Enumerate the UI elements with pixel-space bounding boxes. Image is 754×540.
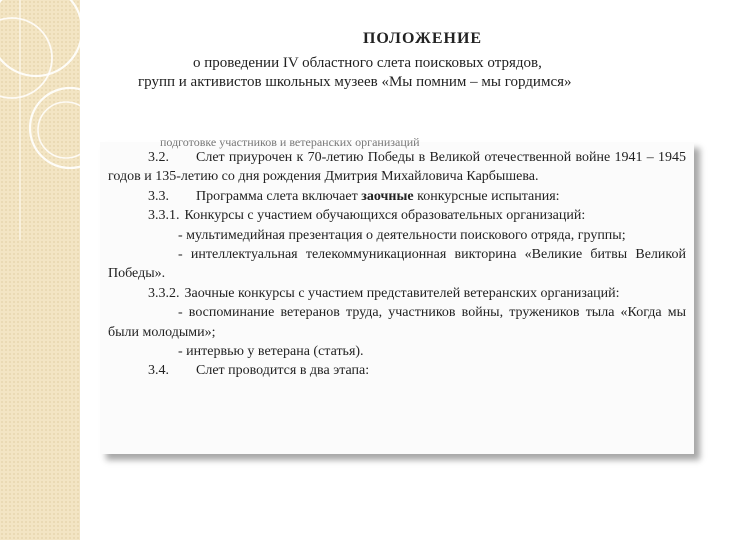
clause-3-4 <box>108 361 686 380</box>
document-header <box>100 30 700 92</box>
clause-3-3 <box>108 187 686 206</box>
clause-text: конкурсные испытания: <box>413 188 560 204</box>
clause-3-2 <box>108 148 686 187</box>
clause-text: Конкурсы с участием обучающихся образовательных организаций: <box>184 208 586 224</box>
list-item: - интервью у ветерана (статья). <box>178 344 364 360</box>
list-item: - мультимедийная презентация о деятельности поискового отряда, группы; <box>178 227 626 243</box>
document-title: ПОЛОЖЕНИЕ <box>362 30 483 47</box>
clause-number: 3.3.2. <box>148 285 180 301</box>
clause-text: Программа слета включает <box>196 188 362 204</box>
clause-3-3-2 <box>108 284 686 303</box>
clause-text: Заочные конкурсы с участием представителей ветеранских организаций: <box>184 285 620 301</box>
list-item: - воспоминание ветеранов труда, участников войны, тружеников тыла «Когда мы были молодыми»; <box>108 305 686 340</box>
document-subtitle <box>100 54 700 92</box>
clause-text: Слет приурочен к 70-летию Победы в Великой отечественной войне 1941 – 1945 годов и 135-летию со дня рождения Дмитрия Михайловича Карбышева. <box>108 150 686 185</box>
clause-3-3-1 <box>108 206 686 225</box>
clause-text: Слет проводится в два этапа: <box>196 363 370 379</box>
decorative-rings-icon <box>0 0 80 240</box>
decorative-side-band <box>0 0 80 540</box>
clause-text-bold: заочные <box>361 188 414 204</box>
list-item: - интеллектуальная телекоммуникационная викторина «Великие битвы Великой Победы». <box>108 247 686 282</box>
scanned-page-excerpt <box>100 135 694 454</box>
cropped-text-line: подготовке участников и ветеранских организаций <box>160 135 420 149</box>
clause-number: 3.4. <box>148 363 169 379</box>
subtitle-line-1: о проведении IV областного слета поисковых отрядов, <box>193 55 542 71</box>
clause-number: 3.2. <box>148 150 169 165</box>
subtitle-line-2: групп и активистов школьных музеев «Мы помним – мы гордимся» <box>138 74 572 90</box>
clause-number: 3.3.1. <box>148 208 180 224</box>
clause-number: 3.3. <box>148 188 169 204</box>
document-body <box>108 148 686 381</box>
